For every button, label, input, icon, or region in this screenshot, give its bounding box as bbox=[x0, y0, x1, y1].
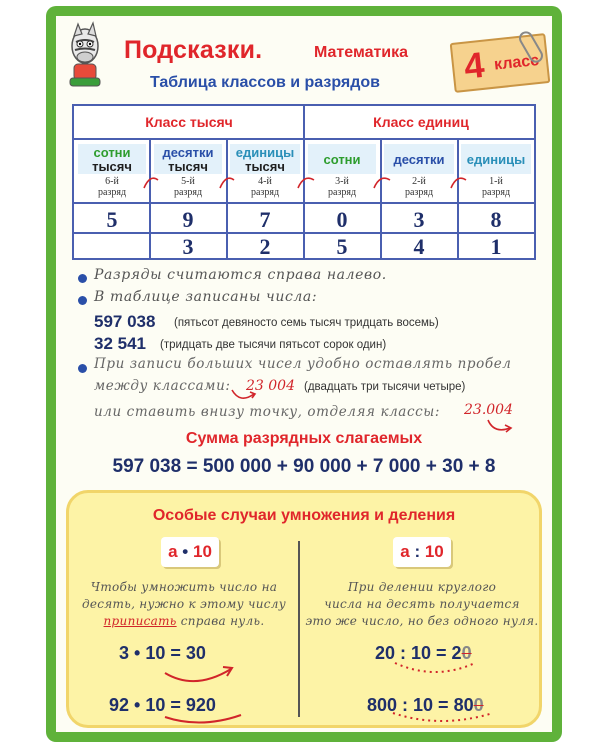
table-cell: 2 bbox=[259, 234, 271, 259]
crossed-zero: 0 bbox=[473, 695, 484, 715]
example-words: (пятьсот девяносто семь тысяч тридцать восемь) bbox=[174, 317, 439, 329]
col-header-line: сотни bbox=[93, 145, 131, 160]
badge-number: 10 bbox=[192, 542, 212, 561]
multiply-arrow-icon bbox=[161, 661, 241, 685]
zebra-mascot-icon bbox=[62, 20, 108, 90]
space-arrow-icon bbox=[230, 386, 260, 406]
rule-text: При записи больших чисел удобно оставлять пробел bbox=[94, 356, 512, 372]
divide-equation: 800 : 10 = 80 bbox=[367, 695, 474, 715]
col-header-line: десятки bbox=[162, 145, 214, 160]
place-value-table bbox=[72, 104, 536, 260]
rule-line: При делении круглого bbox=[347, 580, 497, 594]
rank-number: 5-й bbox=[181, 176, 195, 187]
rule-line: десять, нужно к этому числу bbox=[81, 597, 286, 611]
divide-rule-badge bbox=[393, 537, 451, 567]
rank-word: разряд bbox=[327, 187, 357, 198]
badge-variable: а bbox=[400, 542, 410, 561]
sum-equation: 597 038 = 500 000 + 90 000 + 7 000 + 30 + 8 bbox=[112, 456, 496, 477]
rank-word: разряд bbox=[97, 187, 127, 198]
multiply-example-2: 92 • 10 = 920 bbox=[109, 695, 216, 715]
divide-dotted-arc-icon bbox=[389, 711, 499, 727]
divide-dotted-arc-icon bbox=[391, 659, 481, 679]
table-cell: 9 bbox=[182, 207, 194, 232]
rule-line: Чтобы умножить число на bbox=[90, 580, 278, 594]
table-cell: 7 bbox=[259, 207, 271, 232]
sum-title: Сумма разрядных слагаемых bbox=[185, 430, 423, 447]
class-header-thousands: Класс тысяч bbox=[145, 114, 233, 130]
special-cases-title: Особые случаи умножения и деления bbox=[152, 507, 456, 524]
divider bbox=[298, 541, 300, 717]
example-number: 32 541 bbox=[94, 334, 146, 353]
rank-arrows bbox=[74, 166, 534, 196]
crossed-zero: 0 bbox=[461, 643, 472, 663]
rank-word: разряд bbox=[481, 187, 511, 198]
badge-variable: а bbox=[168, 542, 178, 561]
badge-operator: • bbox=[182, 542, 189, 561]
rank-number: 6-й bbox=[105, 176, 119, 187]
rank-word: разряд bbox=[173, 187, 203, 198]
rule-text: В таблице записаны числа: bbox=[94, 289, 318, 305]
example-dot: 23.004 bbox=[464, 402, 513, 418]
multiply-example-1: 3 • 10 = 30 bbox=[119, 643, 206, 663]
rule-line: числа на десять получается bbox=[324, 597, 520, 611]
col-header-tens: десятки bbox=[393, 152, 445, 167]
multiply-rule-badge bbox=[161, 537, 219, 567]
rule-line bbox=[73, 613, 295, 630]
rank-number: 2-й bbox=[412, 176, 426, 187]
rule-text: или ставить внизу точку, отделяя классы: bbox=[94, 404, 441, 420]
divide-rule-text bbox=[305, 579, 539, 630]
rank-number: 3-й bbox=[335, 176, 349, 187]
table-cell: 1 bbox=[490, 234, 502, 259]
rank-number: 4-й bbox=[258, 176, 272, 187]
table-cell: 8 bbox=[490, 207, 502, 232]
table-cell: 0 bbox=[336, 207, 348, 232]
example-number: 597 038 bbox=[94, 312, 156, 331]
table-cell: 5 bbox=[106, 207, 118, 232]
rank-word: разряд bbox=[250, 187, 280, 198]
multiply-arrow-icon bbox=[161, 711, 251, 727]
bullet-icon bbox=[78, 274, 87, 283]
rank-number: 1-й bbox=[489, 176, 503, 187]
grade-number: 4 bbox=[462, 43, 487, 87]
rule-highlight: приписать bbox=[103, 614, 177, 628]
rule-text: между классами: bbox=[94, 378, 231, 394]
col-header-line: тысяч bbox=[168, 159, 208, 174]
poster-content bbox=[56, 16, 552, 732]
table-cell: 5 bbox=[336, 234, 348, 259]
divide-equation: 20 : 10 = 2 bbox=[375, 643, 462, 663]
col-header-units: единицы bbox=[466, 152, 526, 167]
table-cell: 3 bbox=[413, 207, 425, 232]
subject-label: Математика bbox=[314, 44, 409, 61]
example-space: 23 004 bbox=[246, 378, 295, 394]
table-cell: 3 bbox=[182, 234, 194, 259]
example-words: (тридцать две тысячи пятьсот сорок один) bbox=[160, 339, 387, 351]
badge-number: 10 bbox=[424, 542, 444, 561]
example-words: (двадцать три тысячи четыре) bbox=[304, 381, 466, 393]
badge-operator: : bbox=[414, 542, 421, 561]
bullet-icon bbox=[78, 364, 87, 373]
poster-frame bbox=[46, 6, 562, 742]
bullet-icon bbox=[78, 296, 87, 305]
rule-line-rest: справа нуль. bbox=[180, 614, 265, 628]
rank-word: разряд bbox=[404, 187, 434, 198]
rule-line: это же число, но без одного нуля. bbox=[305, 614, 539, 628]
col-header-line: тысяч bbox=[245, 159, 285, 174]
special-cases-box bbox=[66, 490, 542, 728]
col-header-line: единицы bbox=[235, 145, 295, 160]
multiply-rule-text bbox=[73, 579, 295, 630]
table-title: Таблица классов и разрядов bbox=[150, 74, 381, 91]
class-header-units: Класс единиц bbox=[373, 114, 469, 130]
page-title: Подсказки. bbox=[124, 36, 263, 64]
rule-text: Разряды считаются справа налево. bbox=[94, 267, 387, 283]
col-header-hundreds: сотни bbox=[323, 152, 361, 167]
table-cell: 4 bbox=[413, 234, 425, 259]
grade-word: класс bbox=[493, 51, 540, 74]
col-header-line: тысяч bbox=[92, 159, 132, 174]
